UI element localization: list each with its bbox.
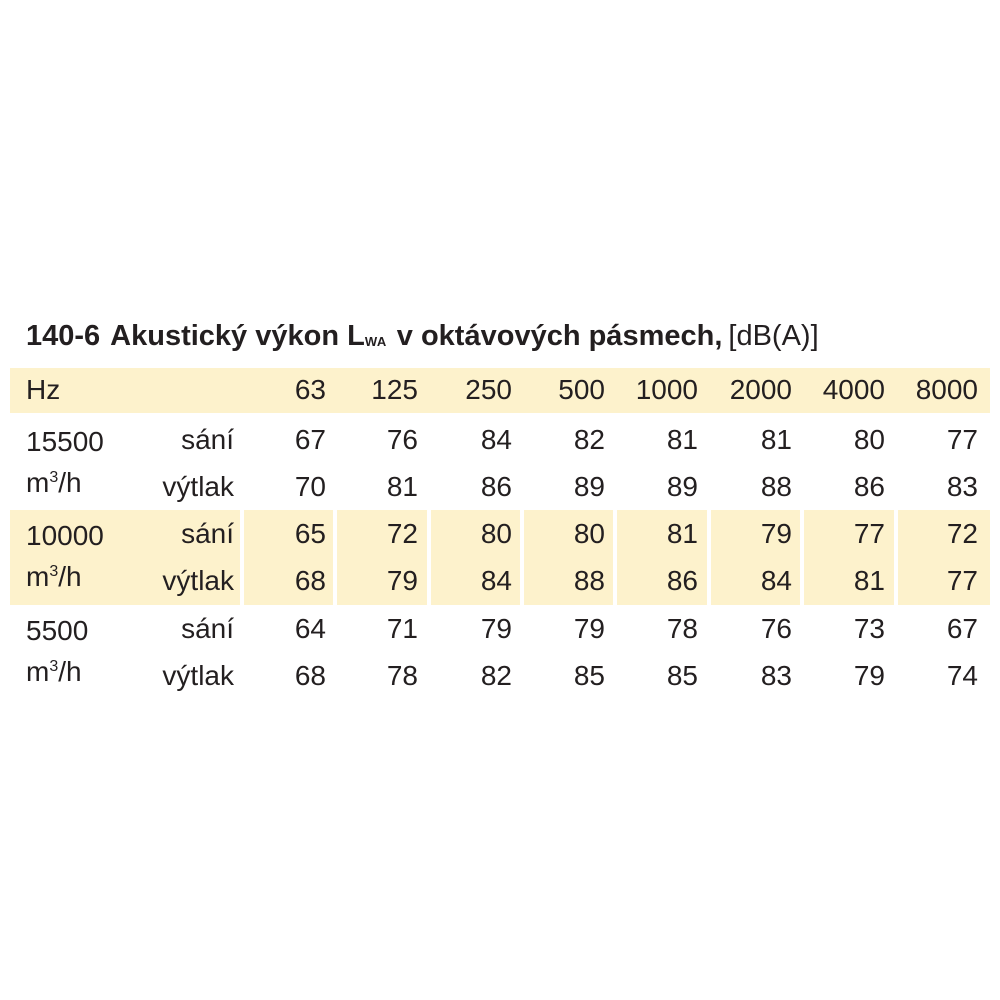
row-label: sání [181, 424, 234, 455]
frequency-header: 1000 [635, 374, 698, 405]
header-label: Hz [26, 374, 61, 405]
flow-unit [26, 554, 146, 600]
flow-unit-base: m [26, 561, 50, 592]
table-cell: 67 [946, 613, 978, 644]
table-cell: 84 [760, 565, 792, 596]
table-cell: 86 [853, 471, 885, 502]
table-cell: 84 [480, 565, 512, 596]
table-cell: 86 [480, 471, 512, 502]
table-cell: 85 [666, 660, 698, 691]
table-cell: 80 [853, 424, 885, 455]
table-cell: 81 [386, 471, 418, 502]
title-unit: [dB(A)] [728, 320, 819, 352]
table-cell: 89 [666, 471, 698, 502]
title-text: Akustický výkon L [110, 320, 365, 352]
frequency-header: 500 [558, 374, 605, 405]
table-cell: 65 [294, 518, 326, 549]
table-cell: 70 [294, 471, 326, 502]
table-cell: 88 [760, 471, 792, 502]
table-cell: 89 [573, 471, 605, 502]
row-label: sání [181, 518, 234, 549]
table-cell: 71 [386, 613, 418, 644]
table-cell: 79 [573, 613, 605, 644]
table-cell: 83 [946, 471, 978, 502]
table-cell: 88 [573, 565, 605, 596]
table-cell: 86 [666, 565, 698, 596]
table-cell: 68 [294, 565, 326, 596]
table-cell: 81 [760, 424, 792, 455]
flow-unit-exponent: 3 [49, 563, 59, 580]
table-cell: 76 [760, 613, 792, 644]
table-cell: 81 [853, 565, 885, 596]
table-cell: 83 [760, 660, 792, 691]
row-label: výtlak [162, 660, 234, 691]
table-cell: 80 [573, 518, 605, 549]
row-label: výtlak [162, 471, 234, 502]
flow-value: 10000 [26, 520, 104, 551]
table-cell: 80 [480, 518, 512, 549]
table-cell: 77 [946, 424, 978, 455]
table-cell: 72 [386, 518, 418, 549]
flow-unit-tail: /h [58, 656, 82, 687]
table-cell: 79 [760, 518, 792, 549]
flow-unit-base: m [26, 656, 50, 687]
table-cell: 74 [946, 660, 978, 691]
flow-unit-exponent: 3 [49, 469, 59, 486]
flow-unit [26, 460, 146, 506]
table-cell: 67 [294, 424, 326, 455]
table-cell: 79 [853, 660, 885, 691]
table-cell: 77 [946, 565, 978, 596]
flow-value: 5500 [26, 615, 89, 646]
table-cell: 81 [666, 424, 698, 455]
flow-unit [26, 649, 146, 695]
frequency-header: 4000 [822, 374, 885, 405]
table-cell: 76 [386, 424, 418, 455]
table-cell: 85 [573, 660, 605, 691]
row-label: sání [181, 613, 234, 644]
table-cell: 73 [853, 613, 885, 644]
flow-value: 15500 [26, 426, 104, 457]
table-cell: 82 [573, 424, 605, 455]
flow-unit-exponent: 3 [49, 658, 59, 675]
table-cell: 79 [480, 613, 512, 644]
frequency-header: 63 [294, 374, 326, 405]
table-cell: 84 [480, 424, 512, 455]
flow-unit-base: m [26, 467, 50, 498]
row-label: výtlak [162, 565, 234, 596]
title-code: 140-6 [26, 320, 101, 352]
table-cell: 81 [666, 518, 698, 549]
table-cell: 68 [294, 660, 326, 691]
frequency-header: 2000 [729, 374, 792, 405]
table-cell: 78 [666, 613, 698, 644]
frequency-header: 125 [371, 374, 418, 405]
flow-unit-tail: /h [58, 467, 82, 498]
table-cell: 64 [294, 613, 326, 644]
title-subscript: WA [364, 334, 387, 349]
flow-unit-tail: /h [58, 561, 82, 592]
title-text-2: v oktávových pásmech, [396, 320, 723, 352]
table-cell: 79 [386, 565, 418, 596]
frequency-header: 250 [465, 374, 512, 405]
table-title [26, 312, 986, 360]
table-cell: 82 [480, 660, 512, 691]
frequency-header: 8000 [915, 374, 978, 405]
table-cell: 77 [853, 518, 885, 549]
table-cell: 78 [386, 660, 418, 691]
table-cell: 72 [946, 518, 978, 549]
